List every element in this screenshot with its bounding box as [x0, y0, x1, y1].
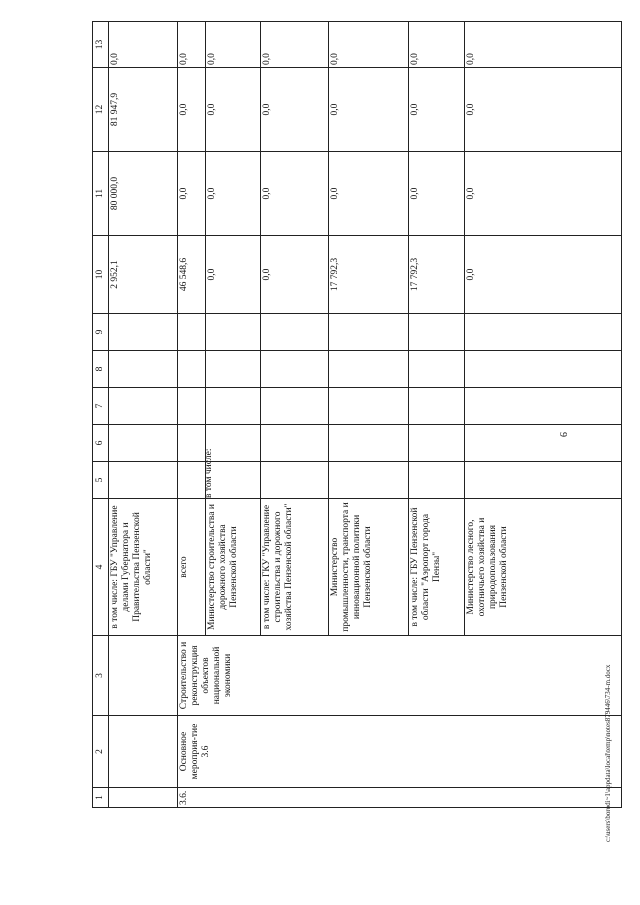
col-header: 1	[93, 788, 109, 808]
value-cell: 0,0	[178, 152, 206, 236]
table-row	[178, 22, 206, 808]
value-cell: 0,0	[329, 68, 409, 152]
value-cell: 0,0	[206, 236, 261, 314]
executor-cell: в том числе: ГБУ "Управление делами Губернатора и Правительства Пензенской области"	[109, 499, 178, 636]
measure-name-cell: Основное мероприя-тие 3.6	[178, 716, 622, 788]
value-cell: 46 548,6	[178, 236, 206, 314]
executor-cell: Министерство строительства и дорожного хозяйства Пензенской области	[206, 499, 261, 636]
col-header: 12	[93, 68, 109, 152]
value-cell: 0,0	[206, 152, 261, 236]
value-cell: 0,0	[465, 22, 622, 68]
file-path-footer: c:\users\borodi~1\appdata\local\temp\notes879446\734-m.docx	[604, 664, 612, 842]
value-cell: 80 000,0	[109, 152, 178, 236]
budget-table	[92, 21, 622, 808]
col-header: 2	[93, 716, 109, 788]
executor-cell: всего	[178, 499, 206, 636]
col-header: 8	[93, 351, 109, 388]
value-cell: 81 947,9	[109, 68, 178, 152]
value-cell: 0,0	[261, 152, 329, 236]
value-cell: 0,0	[409, 22, 465, 68]
value-cell: 0,0	[206, 22, 261, 68]
in-that-number-note: в том числе:	[204, 448, 214, 498]
value-cell: 0,0	[261, 22, 329, 68]
col-header: 7	[93, 388, 109, 425]
col-header: 10	[93, 236, 109, 314]
rotated-table-container	[92, 22, 622, 808]
value-cell: 0,0	[329, 22, 409, 68]
value-cell: 17 792,3	[409, 236, 465, 314]
value-cell: 0,0	[465, 236, 622, 314]
value-cell: 0,0	[465, 68, 622, 152]
value-cell: 2 952,1	[109, 236, 178, 314]
value-cell: 0,0	[465, 152, 622, 236]
col-header: 3	[93, 636, 109, 716]
col-header: 6	[93, 425, 109, 462]
table-row	[109, 22, 178, 808]
value-cell: 0,0	[329, 152, 409, 236]
col-header: 11	[93, 152, 109, 236]
value-cell: 0,0	[206, 68, 261, 152]
value-cell: 0,0	[178, 68, 206, 152]
value-cell: 0,0	[409, 68, 465, 152]
executor-cell: Министерство лесного, охотничьего хозяйства и природопользования Пензенской области	[465, 499, 622, 636]
value-cell: 0,0	[109, 22, 178, 68]
value-cell: 0,0	[261, 68, 329, 152]
value-cell: 17 792,3	[329, 236, 409, 314]
executor-cell: в том числе: ГБУ Пензенской области "Аэропорт города Пензы"	[409, 499, 465, 636]
executor-cell: в том числе: ГКУ "Управление строительства и дорожного хозяйства Пензенской области"	[261, 499, 329, 636]
col-header: 5	[93, 462, 109, 499]
item-number-cell: 3.6.	[178, 788, 622, 808]
value-cell: 0,0	[409, 152, 465, 236]
page-number: 9	[557, 432, 568, 437]
column-number-row	[93, 22, 109, 808]
value-cell: 0,0	[178, 22, 206, 68]
col-header: 13	[93, 22, 109, 68]
col-header: 9	[93, 314, 109, 351]
col-header: 4	[93, 499, 109, 636]
value-cell: 0,0	[261, 236, 329, 314]
measure-description-cell: Строительство и реконструкция объектов национальной экономики	[178, 636, 622, 716]
executor-cell: Министерство промышленности, транспорта и инновационной политики Пензенской области	[329, 499, 409, 636]
